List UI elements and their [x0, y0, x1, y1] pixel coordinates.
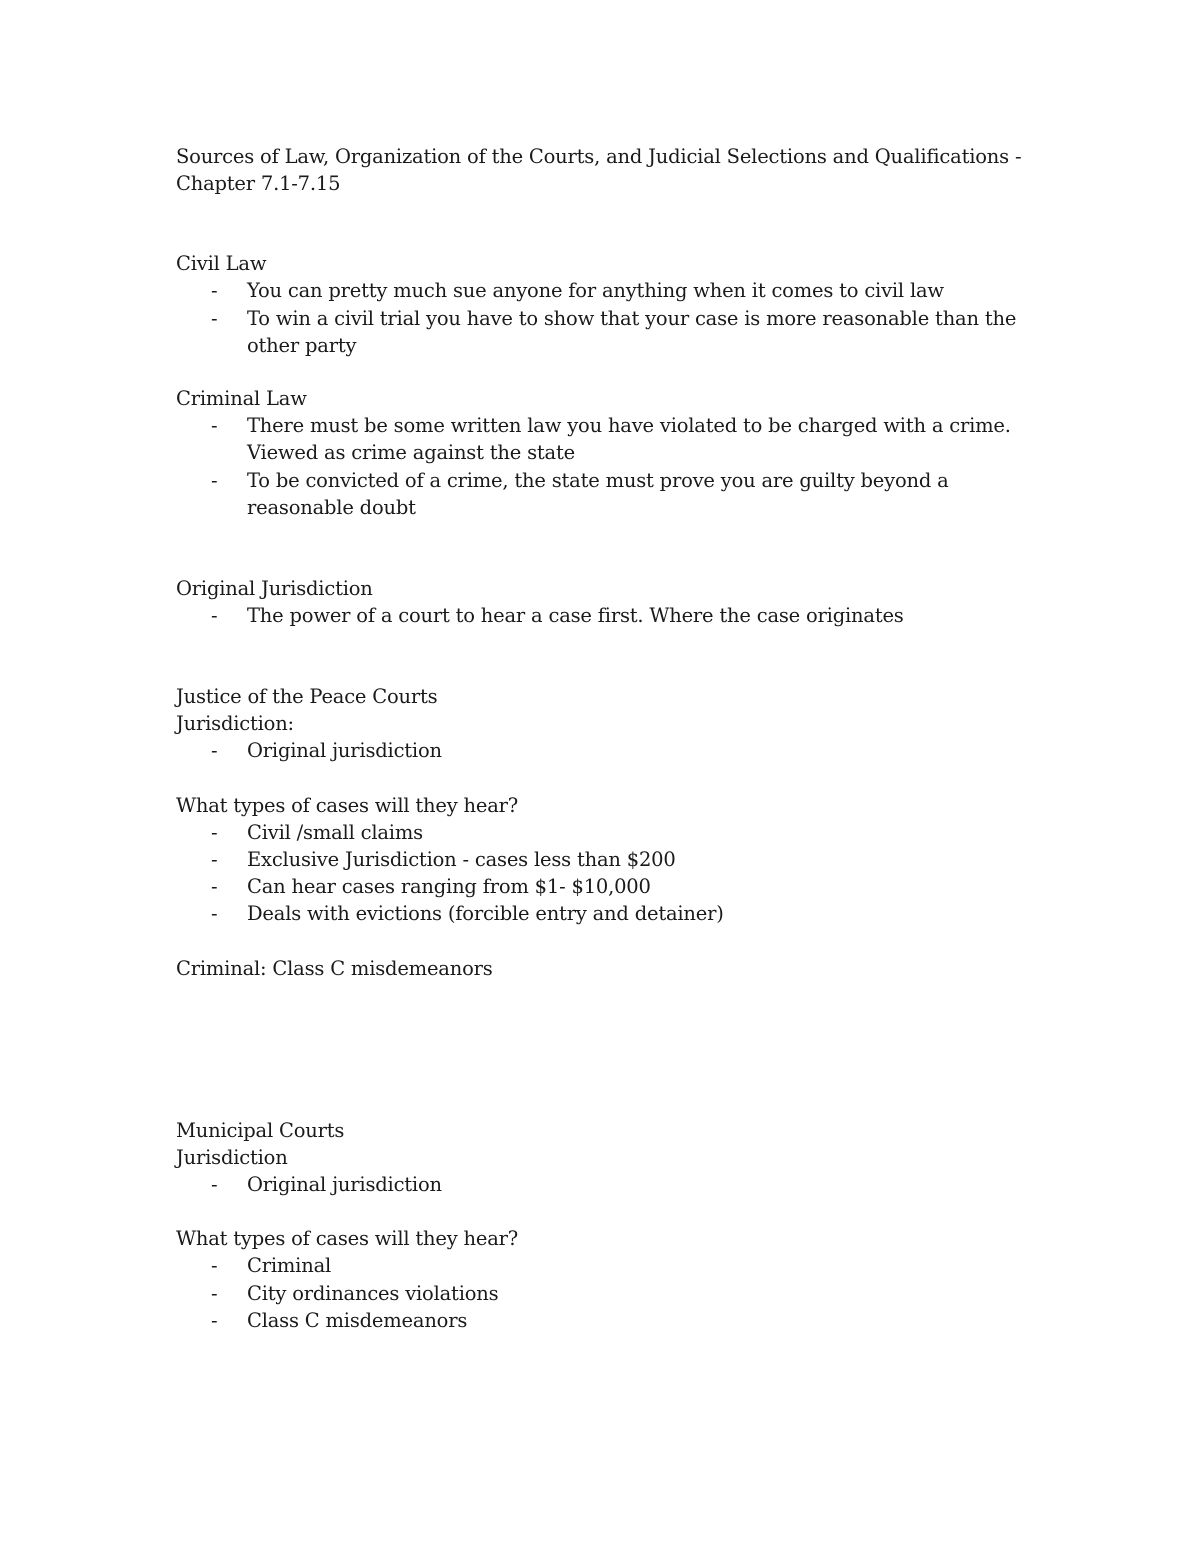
justice-of-peace-case-4: Deals with evictions (forcible entry and detainer): [247, 902, 724, 925]
bullet-dash: -: [211, 307, 218, 330]
municipal-heading: Municipal Courts: [176, 1119, 345, 1142]
original-jurisdiction-bullet-1: The power of a court to hear a case first. Where the case originates: [247, 604, 904, 627]
bullet-dash: -: [211, 821, 218, 844]
justice-of-peace-jurisdiction-bullet-1: Original jurisdiction: [247, 739, 442, 762]
justice-of-peace-jurisdiction-label: Jurisdiction:: [176, 712, 294, 735]
criminal-law-bullet-2-line-2: reasonable doubt: [247, 496, 416, 519]
bullet-dash: -: [211, 1309, 218, 1332]
bullet-dash: -: [211, 279, 218, 302]
bullet-dash: -: [211, 902, 218, 925]
municipal-jurisdiction-bullet-1: Original jurisdiction: [247, 1173, 442, 1196]
criminal-law-bullet-1-line-2: Viewed as crime against the state: [247, 441, 575, 464]
municipal-case-2: City ordinances violations: [247, 1282, 499, 1305]
document-title-line-2: Chapter 7.1-7.15: [176, 172, 341, 195]
municipal-jurisdiction-label: Jurisdiction: [176, 1146, 288, 1169]
civil-law-bullet-2-line-2: other party: [247, 334, 357, 357]
document-title-line-1: Sources of Law, Organization of the Courts, and Judicial Selections and Qualifications -: [176, 145, 1022, 168]
municipal-case-3: Class C misdemeanors: [247, 1309, 468, 1332]
municipal-cases-question: What types of cases will they hear?: [176, 1227, 519, 1250]
civil-law-bullet-1: You can pretty much sue anyone for anything when it comes to civil law: [247, 279, 944, 302]
civil-law-bullet-2-line-1: To win a civil trial you have to show that your case is more reasonable than the: [247, 307, 1017, 330]
bullet-dash: -: [211, 875, 218, 898]
justice-of-peace-case-1: Civil /small claims: [247, 821, 423, 844]
bullet-dash: -: [211, 469, 218, 492]
bullet-dash: -: [211, 739, 218, 762]
civil-law-heading: Civil Law: [176, 252, 267, 275]
criminal-law-bullet-2-line-1: To be convicted of a crime, the state must prove you are guilty beyond a: [247, 469, 949, 492]
municipal-case-1: Criminal: [247, 1254, 332, 1277]
bullet-dash: -: [211, 1282, 218, 1305]
justice-of-peace-criminal-line: Criminal: Class C misdemeanors: [176, 957, 493, 980]
justice-of-peace-cases-question: What types of cases will they hear?: [176, 794, 519, 817]
justice-of-peace-heading: Justice of the Peace Courts: [176, 685, 438, 708]
criminal-law-bullet-1-line-1: There must be some written law you have violated to be charged with a crime.: [247, 414, 1011, 437]
bullet-dash: -: [211, 604, 218, 627]
bullet-dash: -: [211, 848, 218, 871]
bullet-dash: -: [211, 1173, 218, 1196]
criminal-law-heading: Criminal Law: [176, 387, 307, 410]
bullet-dash: -: [211, 414, 218, 437]
justice-of-peace-case-2: Exclusive Jurisdiction - cases less than $200: [247, 848, 676, 871]
justice-of-peace-case-3: Can hear cases ranging from $1- $10,000: [247, 875, 651, 898]
bullet-dash: -: [211, 1254, 218, 1277]
original-jurisdiction-heading: Original Jurisdiction: [176, 577, 373, 600]
